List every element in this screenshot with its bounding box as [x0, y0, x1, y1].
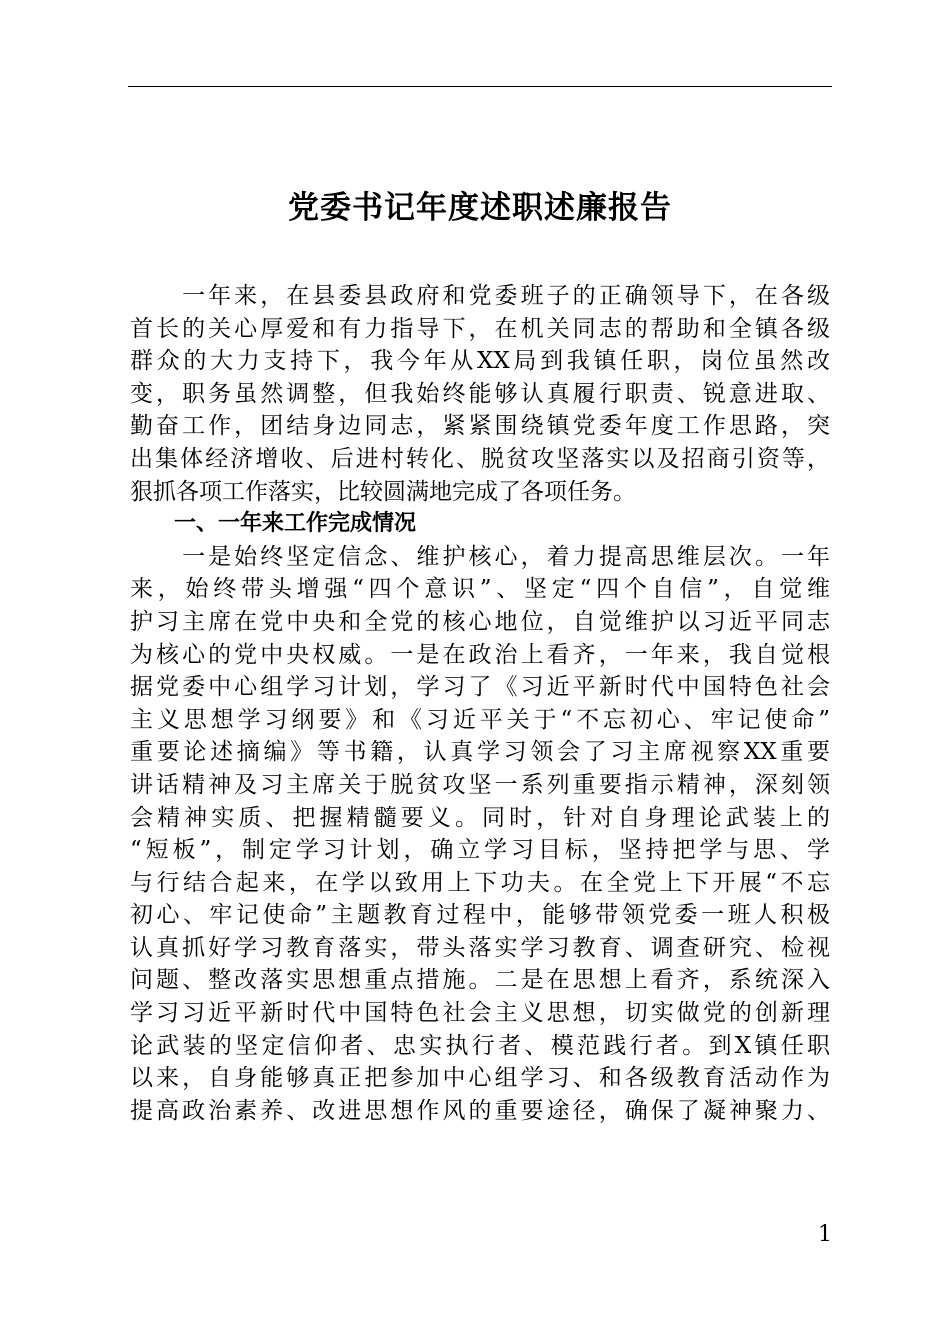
body-line: 一是始终坚定信念、维护核心，着力提高思维层次。一年	[130, 543, 830, 570]
document-body	[130, 280, 830, 1127]
section-heading: 一、一年来工作完成情况	[130, 511, 417, 537]
body-line: 重要论述摘编》等书籍，认真学习领会了习主席视察XX重要	[130, 739, 830, 766]
body-line: 会精神实质、把握精髓要义。同时，针对自身理论武装上的	[130, 804, 830, 831]
header-rule	[128, 86, 832, 87]
body-line: 出集体经济增收、后进村转化、脱贫攻坚落实以及招商引资等，	[130, 445, 830, 472]
body-line: 认真抓好学习教育落实，带头落实学习教育、调查研究、检视	[130, 934, 830, 961]
body-line: 提高政治素养、改进思想作风的重要途径，确保了凝神聚力、	[130, 1097, 830, 1124]
body-line: 来，始终带头增强“四个意识”、坚定“四个自信”，自觉维	[130, 576, 830, 603]
body-line: “短板”，制定学习计划，确立学习目标，坚持把学与思、学	[130, 837, 830, 864]
body-line: 变，职务虽然调整，但我始终能够认真履行职责、锐意进取、	[130, 380, 830, 407]
body-line: 护习主席在党中央和全党的核心地位，自觉维护以习近平同志	[130, 608, 830, 635]
body-line: 群众的大力支持下，我今年从XX局到我镇任职，岗位虽然改	[130, 348, 830, 375]
body-line: 以来，自身能够真正把参加中心组学习、和各级教育活动作为	[130, 1065, 830, 1092]
document-title: 党委书记年度述职述廉报告	[288, 190, 672, 226]
body-line: 一年来，在县委县政府和党委班子的正确领导下，在各级	[130, 283, 830, 309]
body-line: 讲话精神及习主席关于脱贫攻坚一系列重要指示精神，深刻领	[130, 771, 830, 798]
page-number: 1	[818, 1222, 832, 1247]
body-line: 据党委中心组学习计划，学习了《习近平新时代中国特色社会	[130, 674, 830, 701]
body-line: 学习习近平新时代中国特色社会主义思想，切实做党的创新理	[130, 1000, 830, 1027]
body-line: 初心、牢记使命”主题教育过程中，能够带领党委一班人积极	[130, 902, 830, 929]
body-line: 为核心的党中央权威。一是在政治上看齐，一年来，我自觉根	[130, 641, 830, 668]
body-line: 与行结合起来，在学以致用上下功夫。在全党上下开展“不忘	[130, 869, 830, 896]
body-line: 狠抓各项工作落实，比较圆满地完成了各项任务。	[130, 478, 636, 505]
body-line: 主义思想学习纲要》和《习近平关于“不忘初心、牢记使命”	[130, 706, 830, 733]
body-line: 勤奋工作，团结身边同志，紧紧围绕镇党委年度工作思路，突	[130, 413, 830, 440]
body-line: 论武装的坚定信仰者、忠实执行者、模范践行者。到X镇任职	[130, 1032, 830, 1059]
body-line: 问题、整改落实思想重点措施。二是在思想上看齐，系统深入	[130, 967, 830, 994]
body-line: 首长的关心厚爱和有力指导下，在机关同志的帮助和全镇各级	[130, 315, 830, 342]
